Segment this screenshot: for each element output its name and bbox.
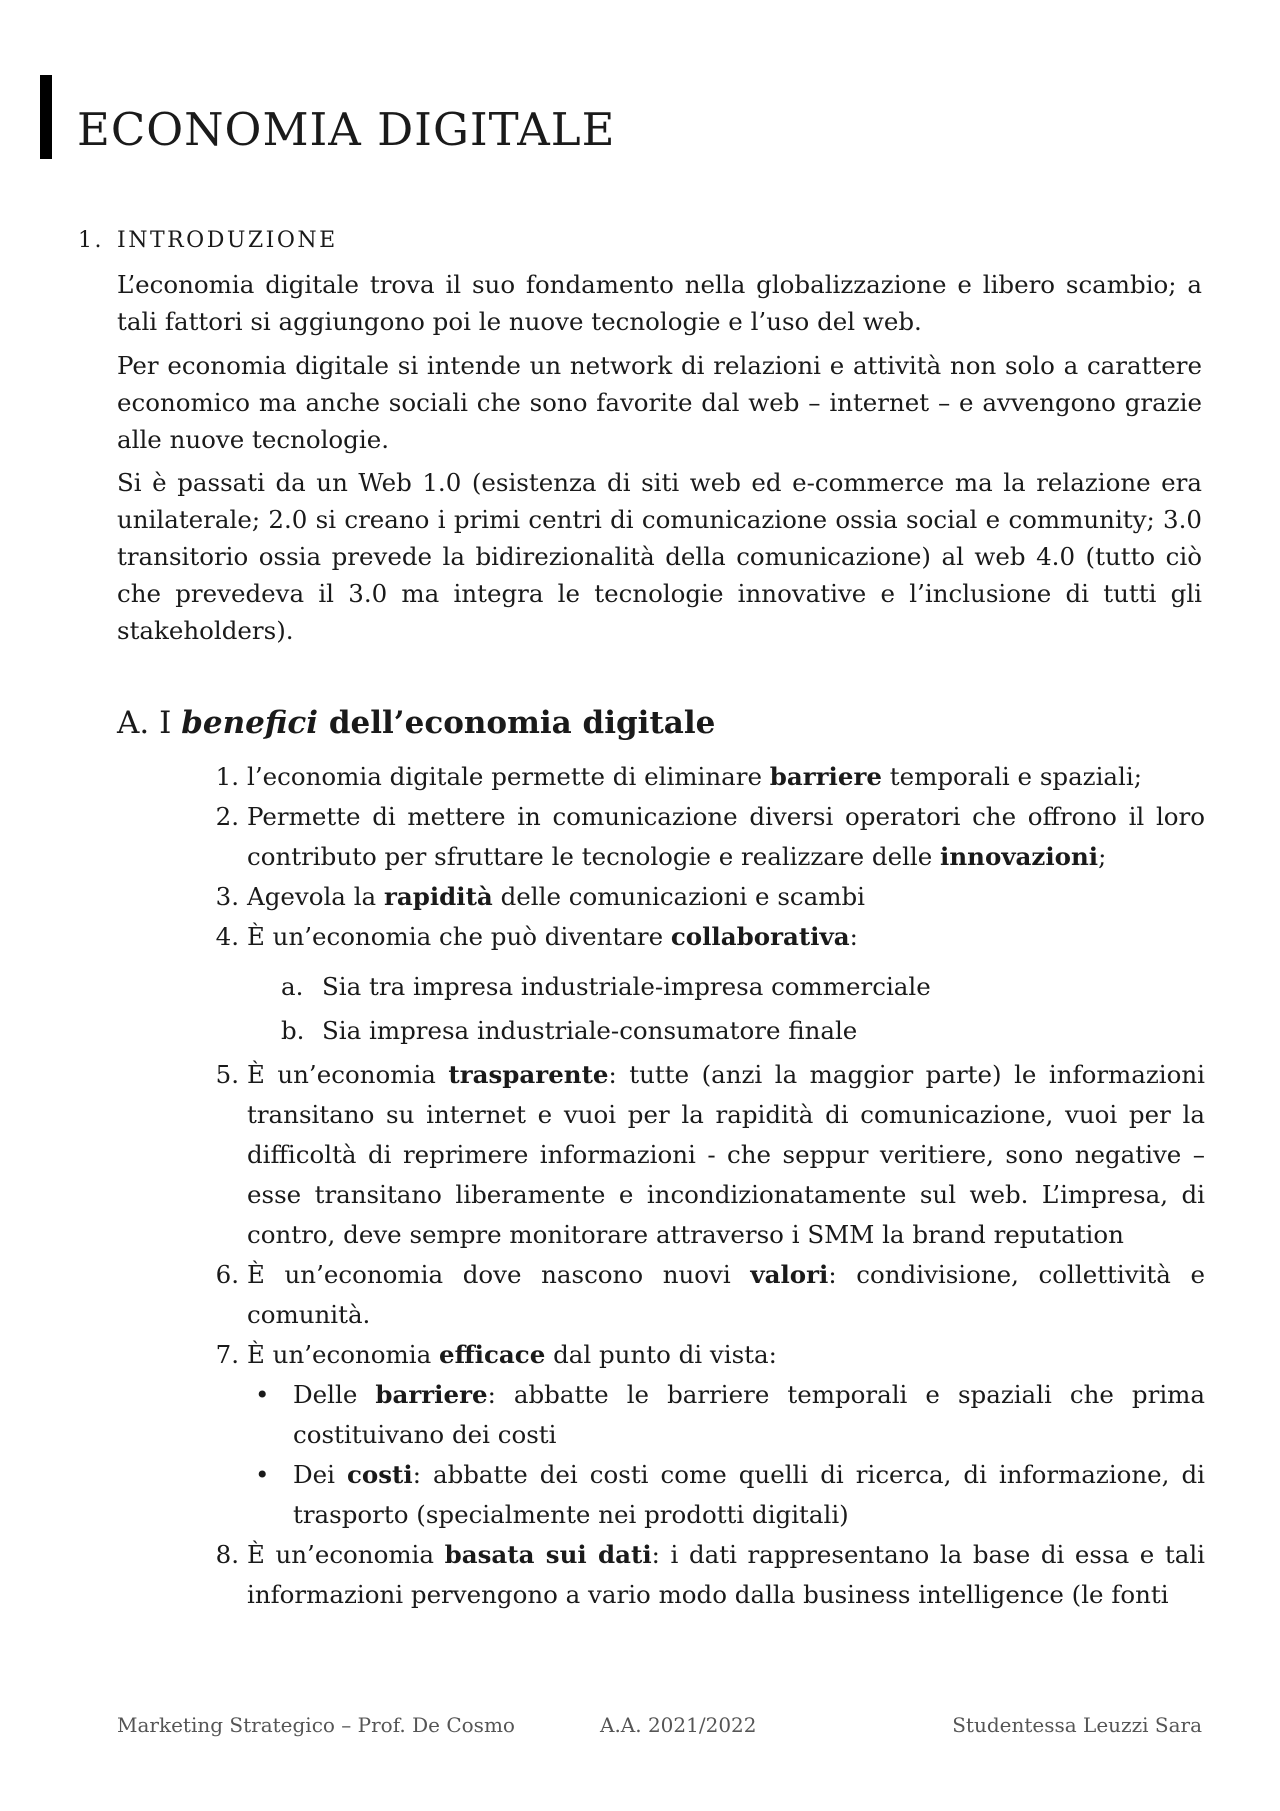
list-item-text: l’economia digitale permette di eliminare barriere temporali e spaziali; [247,762,1142,791]
subsection-suffix: dell’economia digitale [318,705,716,741]
list-item-number: 7. [215,1340,239,1369]
benefits-list [205,757,1205,1615]
sub-list-label: b. [281,1016,305,1045]
bullet-icon: • [255,1380,270,1409]
bullet-text: Delle barriere: abbatte le barriere temporali e spaziali che prima costituivano dei costi [293,1380,1205,1449]
bullet-item [205,1375,1205,1455]
list-item-number: 5. [215,1060,239,1089]
list-item-text: È un’economia basata sui dati: i dati rappresentano la base di essa e tali informazioni pervengono a vario modo dalla business intelligence (le fonti [247,1540,1205,1609]
list-item [205,877,1205,917]
section-number: 1. [78,228,104,253]
sub-list-text: Sia impresa industriale-consumatore finale [322,1016,858,1045]
footer-course: Marketing Strategico – Prof. De Cosmo [117,1713,515,1737]
list-item [205,797,1205,877]
bullet-item [205,1455,1205,1535]
list-item-number: 3. [215,882,239,911]
list-item-number: 6. [215,1260,239,1289]
list-item [205,917,1205,957]
list-item-text: Agevola la rapidità delle comunicazioni e scambi [247,882,865,911]
sub-list-item [205,967,1205,1007]
subsection-prefix: A. I [117,705,182,741]
intro-paragraph-2: Per economia digitale si intende un network di relazioni e attività non solo a carattere economico ma anche sociali che sono favorite dal web – internet – e avvengono grazie alle nuove tecnologie. [117,351,1202,454]
list-item [205,1335,1205,1375]
subsection-heading [117,705,715,741]
sub-list-item [205,1011,1205,1051]
sub-list-label: a. [281,972,304,1001]
subsection-emphasis: benefici [181,705,319,741]
section-title: INTRODUZIONE [117,228,338,253]
list-item-number: 4. [215,922,239,951]
bullet-text: Dei costi: abbatte dei costi come quelli di ricerca, di informazione, di trasporto (specialmente nei prodotti digitali) [293,1460,1206,1529]
footer-academic-year: A.A. 2021/2022 [600,1713,757,1737]
list-item-text: È un’economia trasparente: tutte (anzi la maggior parte) le informazioni transitano su internet e vuoi per la rapidità di comunicazione, vuoi per la difficoltà di reprimere informazioni - che seppur veritiere, sono negative – esse transitano liberamente e incondizionatamente sul web. L’impresa, di contro, deve sempre monitorare attraverso i SMM la brand reputation [247,1060,1205,1249]
list-item [205,1055,1205,1255]
list-item [205,1255,1205,1335]
list-item-number: 2. [215,802,239,831]
list-item-text: È un’economia efficace dal punto di vista: [247,1340,777,1369]
list-item-text: Permette di mettere in comunicazione diversi operatori che offrono il loro contributo per sfruttare le tecnologie e realizzare delle innovazioni; [247,802,1205,871]
list-item [205,1535,1205,1615]
list-item-number: 8. [215,1540,239,1569]
list-item-number: 1. [215,762,239,791]
sub-list-text: Sia tra impresa industriale-impresa commerciale [322,972,931,1001]
list-item-text: È un’economia che può diventare collaborativa: [247,922,858,951]
list-item [205,757,1205,797]
title-accent-bar [40,75,52,159]
bullet-icon: • [255,1460,270,1489]
list-item-text: È un’economia dove nascono nuovi valori: condivisione, collettività e comunità. [247,1260,1206,1329]
intro-paragraph-1: L’economia digitale trova il suo fondamento nella globalizzazione e libero scambio; a tali fattori si aggiungono poi le nuove tecnologie e l’uso del web. [117,270,1202,336]
page-title: ECONOMIA DIGITALE [77,103,616,156]
intro-paragraph-3: Si è passati da un Web 1.0 (esistenza di siti web ed e-commerce ma la relazione era unilaterale; 2.0 si creano i primi centri di comunicazione ossia social e community; 3.0 transitorio ossia prevede la bidirezionalità della comunicazione) al web 4.0 (tutto ciò che prevedeva il 3.0 ma integra le tecnologie innovative e l’inclusione di tutti gli stakeholders). [117,468,1202,645]
footer-student: Studentessa Leuzzi Sara [952,1713,1202,1737]
